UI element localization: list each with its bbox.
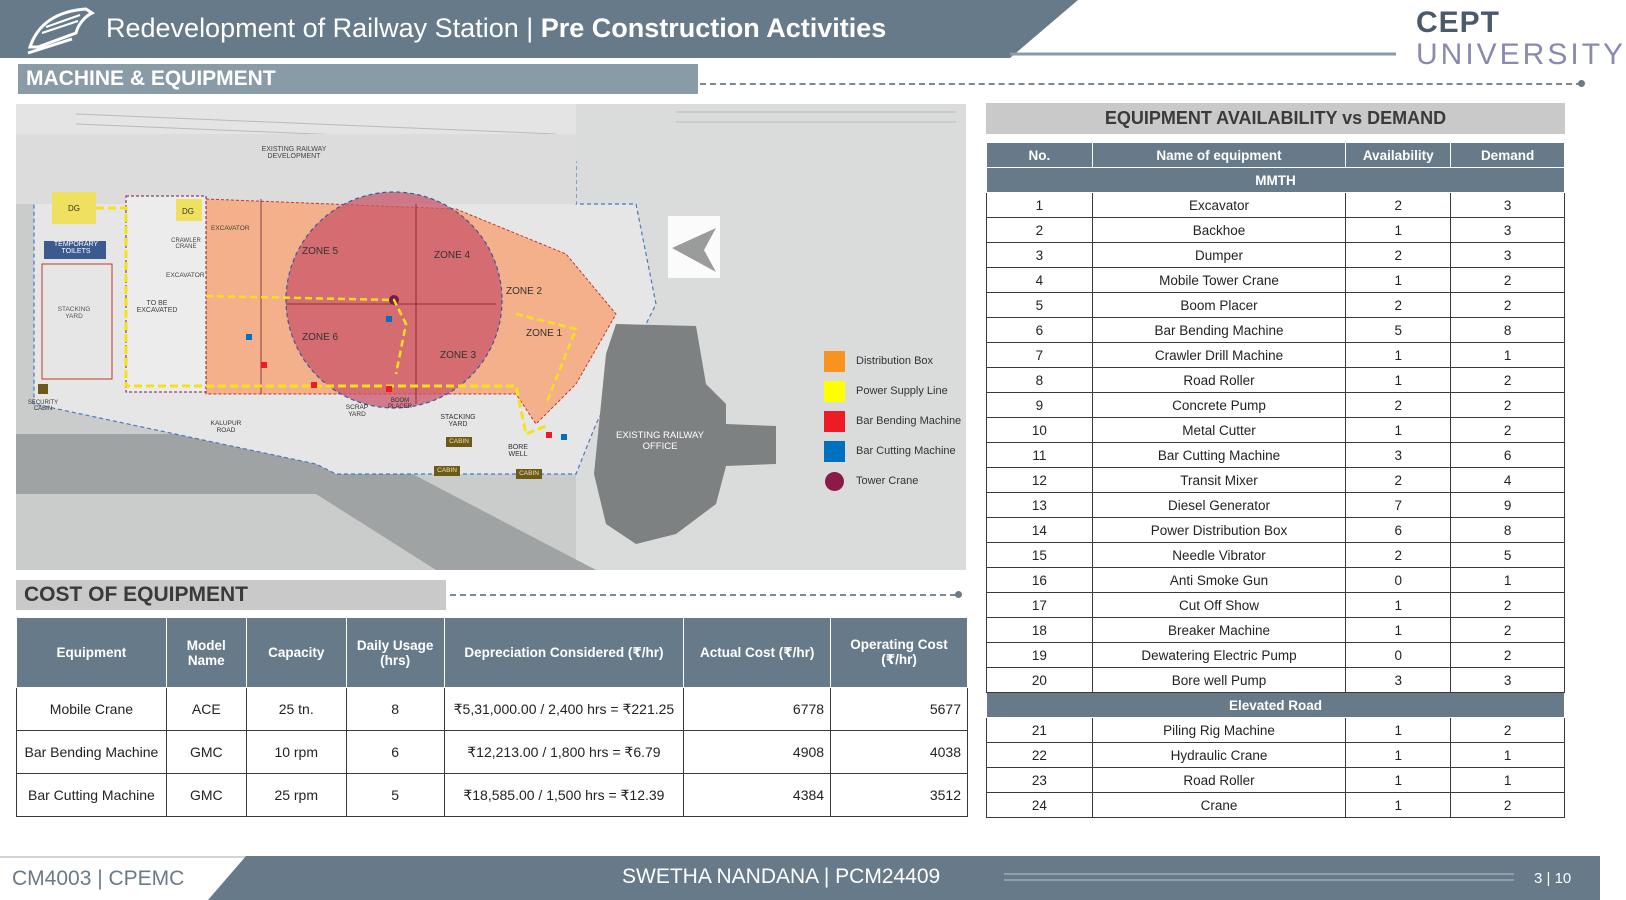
cell-equipment-name: Concrete Pump [1092,393,1345,418]
label-kalupur-road: KALUPUR ROAD [210,420,242,434]
cell-demand: 2 [1451,368,1565,393]
cell-no: 13 [987,493,1093,518]
col-header-availability: Availability [1346,143,1451,168]
cell-no: 11 [987,443,1093,468]
equipment-table-title: EQUIPMENT AVAILABILITY vs DEMAND [986,103,1565,134]
cell-equipment-name: Mobile Tower Crane [1092,268,1345,293]
cell-no: 24 [987,793,1093,818]
power-supply-swatch-icon [824,381,845,402]
col-header-model: Model Name [166,618,246,688]
cell-actual-cost: 4384 [684,774,831,817]
table-row [987,193,1565,218]
cell-demand: 1 [1451,568,1565,593]
cell-model: GMC [166,731,246,774]
table-row [987,393,1565,418]
bar-cutting-swatch-icon [824,441,845,462]
cell-demand: 2 [1451,618,1565,643]
site-plan-drawing [16,104,966,570]
cell-availability: 1 [1346,218,1451,243]
legend-label: Bar Bending Machine [856,415,962,427]
group-row [987,693,1565,718]
cell-no: 2 [987,218,1093,243]
col-header-no: No. [987,143,1093,168]
cell-no: 10 [987,418,1093,443]
cell-equipment-name: Dumper [1092,243,1345,268]
cell-actual-cost: 6778 [684,688,831,731]
cell-demand: 2 [1451,593,1565,618]
table-row [987,218,1565,243]
site-layout-map [16,104,966,570]
col-header-depreciation: Depreciation Considered (₹/hr) [444,618,684,688]
cell-availability: 2 [1346,293,1451,318]
cell-no: 5 [987,293,1093,318]
cost-divider-end-dot [955,591,962,598]
cell-demand: 4 [1451,468,1565,493]
cell-capacity: 25 rpm [246,774,346,817]
legend-item-bar-cutting [824,436,961,466]
table-row [987,718,1565,743]
cell-equipment-name: Piling Rig Machine [1092,718,1345,743]
legend-label: Power Supply Line [856,385,948,397]
cell-availability: 2 [1346,393,1451,418]
cell-equipment-name: Dewatering Electric Pump [1092,643,1345,668]
title-regular: Redevelopment of Railway Station | [106,13,541,43]
cell-no: 20 [987,668,1093,693]
cell-demand: 3 [1451,668,1565,693]
tower-crane-swatch-icon [825,472,844,491]
cell-equipment-name: Bar Cutting Machine [1092,443,1345,468]
label-zone-1: ZONE 1 [526,328,563,339]
label-excavator-1: EXCAVATOR [211,225,250,232]
table-row [987,418,1565,443]
table-row [987,568,1565,593]
cell-availability: 1 [1346,343,1451,368]
divider-end-dot [1578,80,1585,87]
cell-equipment: Bar Bending Machine [17,731,167,774]
footer-course: CM4003 | CPEMC [12,867,185,890]
cell-equipment-name: Breaker Machine [1092,618,1345,643]
cell-depreciation: ₹5,31,000.00 / 2,400 hrs = ₹221.25 [444,688,684,731]
label-stacking-yard: STACKING YARD [57,306,91,320]
table-row [987,618,1565,643]
label-to-be-excavated: TO BE EXCAVATED [136,300,178,314]
cell-availability: 1 [1346,743,1451,768]
table-row [17,731,968,774]
cell-equipment-name: Hydraulic Crane [1092,743,1345,768]
equipment-table [986,142,1565,818]
table-row [987,468,1565,493]
cell-equipment-name: Crawler Drill Machine [1092,343,1345,368]
cell-no: 8 [987,368,1093,393]
cell-demand: 2 [1451,268,1565,293]
cell-model: ACE [166,688,246,731]
table-row [987,243,1565,268]
cell-demand: 3 [1451,193,1565,218]
cell-capacity: 10 rpm [246,731,346,774]
cell-availability: 1 [1346,718,1451,743]
cell-availability: 1 [1346,793,1451,818]
cell-availability: 3 [1346,668,1451,693]
cell-demand: 8 [1451,318,1565,343]
table-row [987,643,1565,668]
label-zone-2: ZONE 2 [506,286,543,297]
cell-operating-cost: 5677 [831,688,968,731]
group-label: MMTH [987,168,1565,193]
table-row [987,318,1565,343]
label-cabin-1: CABIN [449,438,469,445]
header-bar [0,0,1626,71]
cell-demand: 3 [1451,218,1565,243]
cell-equipment-name: Bar Bending Machine [1092,318,1345,343]
table-row [987,368,1565,393]
cell-demand: 2 [1451,643,1565,668]
cell-availability: 3 [1346,443,1451,468]
distribution-box-swatch-icon [824,351,845,372]
label-bore-well: BORE WELL [508,444,528,458]
cell-availability: 2 [1346,543,1451,568]
cell-equipment-name: Transit Mixer [1092,468,1345,493]
cell-equipment-name: Crane [1092,793,1345,818]
cell-demand: 6 [1451,443,1565,468]
label-zone-5: ZONE 5 [302,246,339,257]
table-row [987,668,1565,693]
table-row [987,793,1565,818]
cell-demand: 2 [1451,793,1565,818]
cost-divider [450,594,956,596]
cell-no: 6 [987,318,1093,343]
cell-availability: 2 [1346,243,1451,268]
legend-item-power-supply [824,376,961,406]
cell-equipment-name: Backhoe [1092,218,1345,243]
cell-demand: 9 [1451,493,1565,518]
cell-no: 18 [987,618,1093,643]
cell-availability: 1 [1346,768,1451,793]
cell-demand: 5 [1451,543,1565,568]
label-cabin-3: CABIN [519,470,539,477]
cell-no: 7 [987,343,1093,368]
cell-demand: 1 [1451,768,1565,793]
label-stacking-yard-2: STACKING YARD [440,414,476,428]
group-label: Elevated Road [987,693,1565,718]
col-header-name: Name of equipment [1092,143,1345,168]
cell-equipment-name: Needle Vibrator [1092,543,1345,568]
cell-equipment-name: Anti Smoke Gun [1092,568,1345,593]
label-crawler-crane: CRAWLER CRANE [171,238,201,250]
label-zone-3: ZONE 3 [440,350,477,361]
legend-label: Bar Cutting Machine [856,445,956,457]
cell-equipment: Mobile Crane [17,688,167,731]
cell-availability: 0 [1346,568,1451,593]
section-title-cost: COST OF EQUIPMENT [16,580,446,610]
cell-no: 23 [987,768,1093,793]
title-bold: Pre Construction Activities [540,13,887,43]
cell-demand: 3 [1451,243,1565,268]
table-row [987,593,1565,618]
section-title-machine: MACHINE & EQUIPMENT [18,64,698,94]
train-logo-icon [24,3,96,55]
label-zone-4: ZONE 4 [434,250,471,261]
table-row [987,518,1565,543]
col-header-equipment: Equipment [17,618,167,688]
cell-daily-usage: 8 [346,688,444,731]
cell-equipment-name: Excavator [1092,193,1345,218]
table-row [987,743,1565,768]
col-header-daily-usage: Daily Usage (hrs) [346,618,444,688]
table-row [987,443,1565,468]
label-excavator-2: EXCAVATOR [166,272,205,279]
cost-table [16,617,968,817]
cell-no: 1 [987,193,1093,218]
cell-no: 15 [987,543,1093,568]
footer-author: SWETHA NANDANA | PCM24409 [622,865,941,888]
map-legend [824,346,961,496]
cell-depreciation: ₹12,213.00 / 1,800 hrs = ₹6.79 [444,731,684,774]
table-row [987,343,1565,368]
bar-bending-swatch-icon [824,411,845,432]
cell-daily-usage: 6 [346,731,444,774]
legend-item-bar-bending [824,406,961,436]
cell-availability: 2 [1346,468,1451,493]
cell-demand: 1 [1451,743,1565,768]
cell-model: GMC [166,774,246,817]
group-row [987,168,1565,193]
cell-equipment-name: Road Roller [1092,768,1345,793]
footer-page-number: 3 | 10 [1534,870,1572,887]
table-row [17,688,968,731]
cell-no: 22 [987,743,1093,768]
cell-availability: 5 [1346,318,1451,343]
table-row [987,493,1565,518]
label-security-cabin: SECURITY CABIN [27,400,59,412]
table-row [987,768,1565,793]
table-row [17,774,968,817]
label-dg-2: DG [182,207,194,216]
label-existing-dev: EXISTING RAILWAY DEVELOPMENT [261,146,327,160]
legend-label: Distribution Box [856,355,934,367]
cell-no: 9 [987,393,1093,418]
cell-no: 19 [987,643,1093,668]
cell-availability: 2 [1346,193,1451,218]
cell-equipment: Bar Cutting Machine [17,774,167,817]
cell-operating-cost: 3512 [831,774,968,817]
label-zone-6: ZONE 6 [302,332,339,343]
table-row [987,293,1565,318]
logo-bottom-text: UNIVERSITY [1416,38,1626,71]
cell-no: 4 [987,268,1093,293]
university-logo [1410,6,1626,71]
cell-availability: 0 [1346,643,1451,668]
col-header-capacity: Capacity [246,618,346,688]
cell-equipment-name: Metal Cutter [1092,418,1345,443]
cell-equipment-name: Power Distribution Box [1092,518,1345,543]
cell-availability: 1 [1346,418,1451,443]
col-header-actual-cost: Actual Cost (₹/hr) [684,618,831,688]
label-boom-placer: BOOM PLACER [387,398,412,410]
col-header-demand: Demand [1451,143,1565,168]
label-cabin-2: CABIN [437,467,457,474]
page-title [106,8,886,48]
label-dg-1: DG [68,204,80,213]
legend-label: Tower Crane [856,475,919,487]
cell-demand: 8 [1451,518,1565,543]
table-row [987,268,1565,293]
cell-demand: 1 [1451,343,1565,368]
section-divider [700,83,1582,85]
cell-equipment-name: Road Roller [1092,368,1345,393]
cell-no: 3 [987,243,1093,268]
legend-item-distribution-box [824,346,961,376]
cell-availability: 7 [1346,493,1451,518]
cell-equipment-name: Boom Placer [1092,293,1345,318]
logo-top-text: CEPT [1416,6,1501,39]
cell-actual-cost: 4908 [684,731,831,774]
cell-no: 12 [987,468,1093,493]
label-railway-office: EXISTING RAILWAY OFFICE [616,430,704,452]
cell-demand: 2 [1451,393,1565,418]
cell-no: 16 [987,568,1093,593]
col-header-operating-cost: Operating Cost (₹/hr) [831,618,968,688]
cell-no: 21 [987,718,1093,743]
cost-table-header-row [17,618,968,688]
cell-equipment-name: Bore well Pump [1092,668,1345,693]
cell-demand: 2 [1451,418,1565,443]
cell-no: 14 [987,518,1093,543]
cell-demand: 2 [1451,718,1565,743]
cell-availability: 1 [1346,618,1451,643]
label-temp-toilets: TEMPORARY TOILETS [53,241,99,255]
cell-availability: 1 [1346,368,1451,393]
cell-depreciation: ₹18,585.00 / 1,500 hrs = ₹12.39 [444,774,684,817]
cell-equipment-name: Cut Off Show [1092,593,1345,618]
cell-equipment-name: Diesel Generator [1092,493,1345,518]
table-row [987,543,1565,568]
equipment-table-header-row [987,143,1565,168]
cell-demand: 2 [1451,293,1565,318]
cell-no: 17 [987,593,1093,618]
cell-availability: 1 [1346,268,1451,293]
cell-daily-usage: 5 [346,774,444,817]
cell-availability: 1 [1346,593,1451,618]
label-scrap-yard: SCRAP YARD [345,404,369,418]
cell-operating-cost: 4038 [831,731,968,774]
legend-item-tower-crane [824,466,961,496]
cell-availability: 6 [1346,518,1451,543]
cell-capacity: 25 tn. [246,688,346,731]
